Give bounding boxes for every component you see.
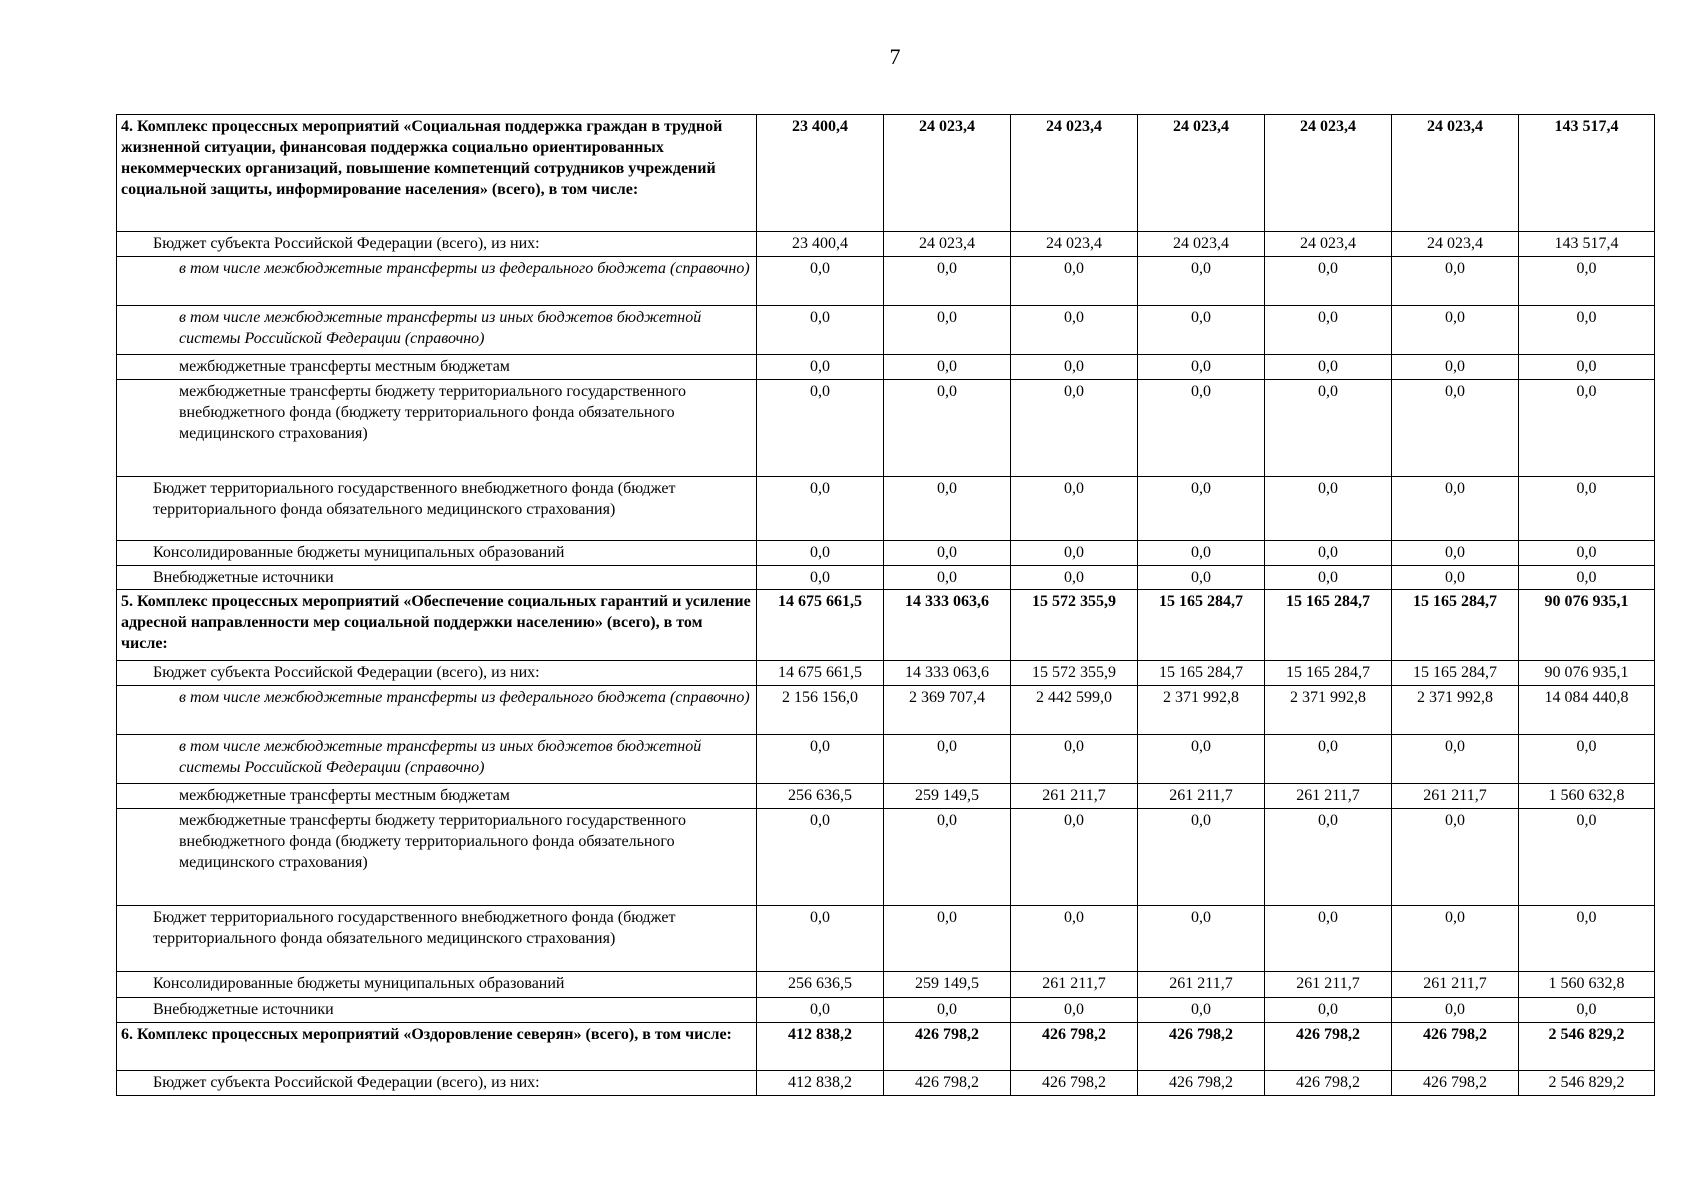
value-cell: 261 211,7: [1011, 784, 1138, 809]
value-cell: 14 333 063,6: [884, 661, 1011, 686]
table-row: [117, 590, 1655, 661]
table-row: [117, 809, 1655, 906]
row-label: межбюджетные трансферты бюджету территориального государственного внебюджетного фонда (бюджету территориального фонда обязательного медицинского страхования): [117, 380, 757, 477]
value-cell: 24 023,4: [1138, 115, 1265, 232]
row-label: межбюджетные трансферты местным бюджетам: [117, 784, 757, 809]
value-cell: 0,0: [1011, 809, 1138, 906]
value-cell: 426 798,2: [1011, 1023, 1138, 1071]
row-label: Бюджет территориального государственного внебюджетного фонда (бюджет территориального фонда обязательного медицинского страхования): [117, 906, 757, 972]
row-label: в том числе межбюджетные трансферты из федерального бюджета (справочно): [117, 257, 757, 306]
value-cell: 2 442 599,0: [1011, 686, 1138, 735]
value-cell: 0,0: [1138, 380, 1265, 477]
value-cell: 0,0: [757, 998, 884, 1023]
value-cell-total: 0,0: [1519, 477, 1655, 541]
value-cell: 0,0: [1138, 541, 1265, 566]
value-cell-total: 0,0: [1519, 735, 1655, 784]
value-cell: 0,0: [884, 477, 1011, 541]
value-cell: 15 165 284,7: [1392, 661, 1519, 686]
value-cell: 0,0: [1138, 566, 1265, 590]
value-cell: 0,0: [884, 809, 1011, 906]
value-cell: 0,0: [884, 735, 1011, 784]
value-cell: 0,0: [1265, 257, 1392, 306]
value-cell: 0,0: [1138, 355, 1265, 380]
value-cell: 261 211,7: [1392, 972, 1519, 998]
value-cell: 0,0: [1138, 306, 1265, 355]
value-cell: 15 572 355,9: [1011, 590, 1138, 661]
value-cell: 0,0: [1392, 566, 1519, 590]
value-cell-total: 0,0: [1519, 906, 1655, 972]
table-row: [117, 686, 1655, 735]
row-label: Консолидированные бюджеты муниципальных образований: [117, 541, 757, 566]
value-cell: 0,0: [884, 306, 1011, 355]
table-row: [117, 784, 1655, 809]
value-cell: 256 636,5: [757, 784, 884, 809]
value-cell-total: 0,0: [1519, 306, 1655, 355]
table-row: [117, 477, 1655, 541]
table-row: [117, 906, 1655, 972]
value-cell: 426 798,2: [1392, 1071, 1519, 1096]
value-cell: 0,0: [884, 998, 1011, 1023]
value-cell-total: 90 076 935,1: [1519, 590, 1655, 661]
value-cell: 426 798,2: [884, 1071, 1011, 1096]
value-cell: 0,0: [1265, 906, 1392, 972]
value-cell: 0,0: [1011, 306, 1138, 355]
value-cell: 14 333 063,6: [884, 590, 1011, 661]
value-cell: 15 165 284,7: [1138, 590, 1265, 661]
row-label: Консолидированные бюджеты муниципальных образований: [117, 972, 757, 998]
value-cell: 23 400,4: [757, 232, 884, 257]
value-cell: 0,0: [1011, 566, 1138, 590]
row-label: в том числе межбюджетные трансферты из иных бюджетов бюджетной системы Российской Федерации (справочно): [117, 735, 757, 784]
table-row: [117, 661, 1655, 686]
value-cell: 0,0: [1011, 355, 1138, 380]
value-cell: 2 156 156,0: [757, 686, 884, 735]
value-cell: 0,0: [1011, 380, 1138, 477]
value-cell: 0,0: [1138, 477, 1265, 541]
value-cell: 24 023,4: [884, 232, 1011, 257]
value-cell: 0,0: [1138, 906, 1265, 972]
value-cell: 0,0: [884, 541, 1011, 566]
value-cell: 256 636,5: [757, 972, 884, 998]
value-cell: 2 371 992,8: [1392, 686, 1519, 735]
value-cell-total: 90 076 935,1: [1519, 661, 1655, 686]
value-cell: 261 211,7: [1265, 972, 1392, 998]
row-label: 5. Комплекс процессных мероприятий «Обеспечение социальных гарантий и усиление адресной направленности мер социальной поддержки населению» (всего), в том числе:: [117, 590, 757, 661]
row-label: межбюджетные трансферты бюджету территориального государственного внебюджетного фонда (бюджету территориального фонда обязательного медицинского страхования): [117, 809, 757, 906]
value-cell: 426 798,2: [1265, 1071, 1392, 1096]
table-row: [117, 306, 1655, 355]
value-cell-total: 1 560 632,8: [1519, 972, 1655, 998]
value-cell: 0,0: [1138, 998, 1265, 1023]
value-cell: 2 371 992,8: [1265, 686, 1392, 735]
value-cell: 24 023,4: [1138, 232, 1265, 257]
value-cell: 426 798,2: [1265, 1023, 1392, 1071]
value-cell: 0,0: [757, 735, 884, 784]
row-label: Внебюджетные источники: [117, 998, 757, 1023]
table-row: [117, 998, 1655, 1023]
value-cell: 0,0: [1392, 541, 1519, 566]
value-cell: 0,0: [884, 380, 1011, 477]
value-cell: 261 211,7: [1265, 784, 1392, 809]
value-cell-total: 0,0: [1519, 355, 1655, 380]
value-cell: 0,0: [1265, 566, 1392, 590]
value-cell: 0,0: [1138, 809, 1265, 906]
value-cell: 0,0: [757, 809, 884, 906]
value-cell: 0,0: [1392, 906, 1519, 972]
value-cell: 0,0: [884, 566, 1011, 590]
value-cell: 259 149,5: [884, 972, 1011, 998]
value-cell-total: 1 560 632,8: [1519, 784, 1655, 809]
value-cell: 14 675 661,5: [757, 590, 884, 661]
table-row: [117, 972, 1655, 998]
page-number: 7: [889, 44, 901, 69]
row-label: Бюджет субъекта Российской Федерации (всего), из них:: [117, 1071, 757, 1096]
value-cell-total: 0,0: [1519, 257, 1655, 306]
value-cell: 0,0: [884, 355, 1011, 380]
value-cell: 0,0: [757, 380, 884, 477]
table-row: [117, 115, 1655, 232]
row-label: Бюджет территориального государственного внебюджетного фонда (бюджет территориального фонда обязательного медицинского страхования): [117, 477, 757, 541]
value-cell: 24 023,4: [1265, 232, 1392, 257]
table-row: [117, 566, 1655, 590]
table-row: [117, 1071, 1655, 1096]
value-cell: 15 165 284,7: [1265, 590, 1392, 661]
table-row: [117, 232, 1655, 257]
value-cell: 15 165 284,7: [1265, 661, 1392, 686]
table-row: [117, 735, 1655, 784]
row-label: межбюджетные трансферты местным бюджетам: [117, 355, 757, 380]
value-cell: 0,0: [1265, 735, 1392, 784]
value-cell: 0,0: [884, 257, 1011, 306]
value-cell: 0,0: [1265, 306, 1392, 355]
value-cell: 23 400,4: [757, 115, 884, 232]
value-cell-total: 0,0: [1519, 380, 1655, 477]
row-label: в том числе межбюджетные трансферты из федерального бюджета (справочно): [117, 686, 757, 735]
value-cell: 0,0: [1392, 735, 1519, 784]
value-cell: 2 369 707,4: [884, 686, 1011, 735]
row-label: Бюджет субъекта Российской Федерации (всего), из них:: [117, 661, 757, 686]
value-cell: 0,0: [757, 257, 884, 306]
value-cell: 412 838,2: [757, 1071, 884, 1096]
value-cell: 15 165 284,7: [1392, 590, 1519, 661]
value-cell: 0,0: [1392, 477, 1519, 541]
value-cell: 15 165 284,7: [1138, 661, 1265, 686]
value-cell-total: 0,0: [1519, 809, 1655, 906]
row-label: 6. Комплекс процессных мероприятий «Оздоровление северян» (всего), в том числе:: [117, 1023, 757, 1071]
value-cell: 0,0: [1011, 906, 1138, 972]
row-label: Бюджет субъекта Российской Федерации (всего), из них:: [117, 232, 757, 257]
table-body: [117, 115, 1655, 1096]
table-row: [117, 380, 1655, 477]
value-cell: 0,0: [1265, 541, 1392, 566]
value-cell: 24 023,4: [884, 115, 1011, 232]
value-cell: 426 798,2: [884, 1023, 1011, 1071]
value-cell: 261 211,7: [1138, 784, 1265, 809]
value-cell: 24 023,4: [1011, 115, 1138, 232]
value-cell: 24 023,4: [1392, 232, 1519, 257]
value-cell: 0,0: [757, 477, 884, 541]
value-cell: 24 023,4: [1392, 115, 1519, 232]
value-cell: 0,0: [1011, 735, 1138, 784]
value-cell-total: 143 517,4: [1519, 232, 1655, 257]
value-cell: 24 023,4: [1265, 115, 1392, 232]
value-cell: 261 211,7: [1392, 784, 1519, 809]
value-cell: 0,0: [1138, 257, 1265, 306]
value-cell: 261 211,7: [1138, 972, 1265, 998]
value-cell: 14 675 661,5: [757, 661, 884, 686]
value-cell: 426 798,2: [1138, 1071, 1265, 1096]
table-row: [117, 257, 1655, 306]
budget-table: [116, 114, 1655, 1096]
value-cell-total: 0,0: [1519, 998, 1655, 1023]
value-cell: 0,0: [757, 541, 884, 566]
value-cell: 0,0: [1011, 477, 1138, 541]
value-cell-total: 14 084 440,8: [1519, 686, 1655, 735]
value-cell: 0,0: [757, 306, 884, 355]
value-cell: 0,0: [1392, 809, 1519, 906]
value-cell: 0,0: [1392, 998, 1519, 1023]
value-cell: 0,0: [1265, 380, 1392, 477]
value-cell: 0,0: [1138, 735, 1265, 784]
value-cell: 0,0: [1265, 998, 1392, 1023]
value-cell-total: 0,0: [1519, 541, 1655, 566]
value-cell-total: 2 546 829,2: [1519, 1071, 1655, 1096]
value-cell-total: 0,0: [1519, 566, 1655, 590]
value-cell: 0,0: [1392, 257, 1519, 306]
value-cell: 15 572 355,9: [1011, 661, 1138, 686]
value-cell-total: 2 546 829,2: [1519, 1023, 1655, 1071]
value-cell: 0,0: [1392, 306, 1519, 355]
row-label: 4. Комплекс процессных мероприятий «Социальная поддержка граждан в трудной жизненной ситуации, финансовая поддержка социально ориентированных некоммерческих организаций, повышение компетенций сотрудников учреждений социальной защиты, информирование населения» (всего), в том числе:: [117, 115, 757, 232]
value-cell: 426 798,2: [1138, 1023, 1265, 1071]
value-cell: 426 798,2: [1392, 1023, 1519, 1071]
value-cell: 0,0: [757, 566, 884, 590]
value-cell: 426 798,2: [1011, 1071, 1138, 1096]
value-cell: 0,0: [1265, 477, 1392, 541]
value-cell: 0,0: [1011, 257, 1138, 306]
table-row: [117, 1023, 1655, 1071]
value-cell: 412 838,2: [757, 1023, 884, 1071]
value-cell: 261 211,7: [1011, 972, 1138, 998]
row-label: Внебюджетные источники: [117, 566, 757, 590]
value-cell: 0,0: [1265, 355, 1392, 380]
value-cell: 0,0: [757, 355, 884, 380]
value-cell: 0,0: [1392, 380, 1519, 477]
value-cell: 0,0: [1265, 809, 1392, 906]
value-cell: 0,0: [1011, 998, 1138, 1023]
value-cell: 2 371 992,8: [1138, 686, 1265, 735]
value-cell: 0,0: [1392, 355, 1519, 380]
row-label: в том числе межбюджетные трансферты из иных бюджетов бюджетной системы Российской Федерации (справочно): [117, 306, 757, 355]
value-cell: 0,0: [757, 906, 884, 972]
value-cell: 24 023,4: [1011, 232, 1138, 257]
table-row: [117, 355, 1655, 380]
value-cell: 0,0: [884, 906, 1011, 972]
value-cell: 0,0: [1011, 541, 1138, 566]
table-row: [117, 541, 1655, 566]
value-cell: 259 149,5: [884, 784, 1011, 809]
value-cell-total: 143 517,4: [1519, 115, 1655, 232]
